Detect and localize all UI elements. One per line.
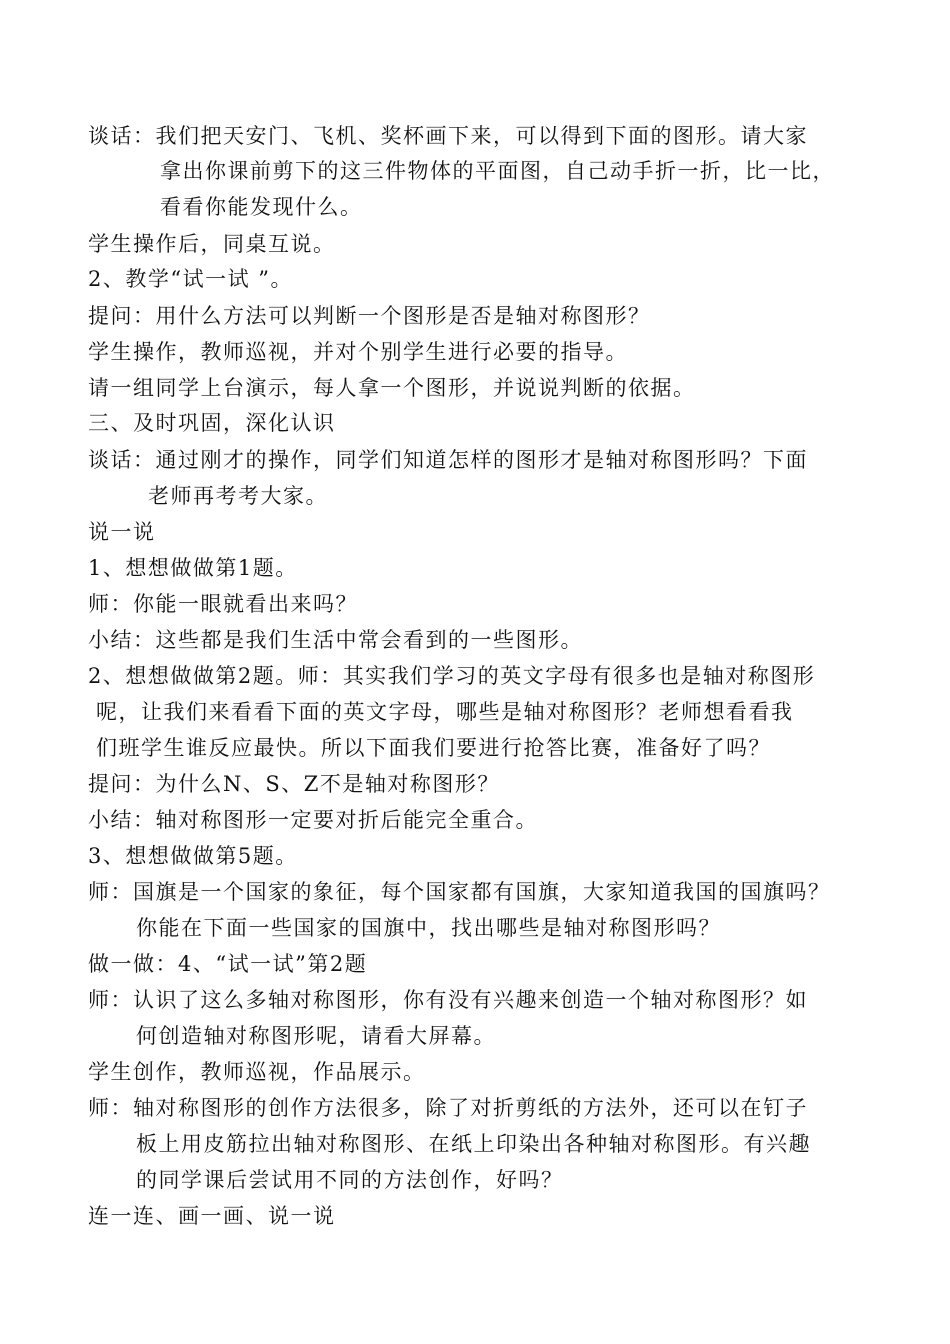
- text-line: 3、想想做做第5题。: [88, 844, 298, 868]
- text-line: 谈话：我们把天安门、飞机、奖杯画下来，可以得到下面的图形。请大家: [88, 124, 808, 148]
- text-line: 小结：轴对称图形一定要对折后能完全重合。: [88, 808, 538, 832]
- text-line: 们班学生谁反应最快。所以下面我们要进行抢答比赛，准备好了吗？: [96, 736, 771, 760]
- text-line: 1、想想做做第1题。: [88, 556, 298, 580]
- text-line: 提问：用什么方法可以判断一个图形是否是轴对称图形？: [88, 304, 651, 328]
- text-line: 师：国旗是一个国家的象征，每个国家都有国旗，大家知道我国的国旗吗？: [88, 880, 831, 904]
- section-heading: 三、及时巩固，深化认识: [88, 411, 336, 435]
- text-line: 小结：这些都是我们生活中常会看到的一些图形。: [88, 628, 583, 652]
- text-line: 学生操作后，同桌互说。: [88, 232, 336, 256]
- text-line: 师：你能一眼就看出来吗？: [88, 592, 358, 616]
- text-line: 学生操作，教师巡视，并对个别学生进行必要的指导。: [88, 340, 628, 364]
- text-line: 何创造轴对称图形呢，请看大屏幕。: [136, 1024, 496, 1048]
- text-line: 老师再考考大家。: [148, 484, 328, 508]
- text-line: 师：轴对称图形的创作方法很多，除了对折剪纸的方法外，还可以在钉子: [88, 1096, 808, 1120]
- text-line: 做一做：4、“试一试”第2题: [88, 952, 368, 976]
- text-line: 学生创作，教师巡视，作品展示。: [88, 1060, 426, 1084]
- text-line: 的同学课后尝试用不同的方法创作，好吗？: [136, 1168, 564, 1192]
- text-line: 你能在下面一些国家的国旗中，找出哪些是轴对称图形吗？: [136, 916, 721, 940]
- section-heading: 连一连、画一画、说一说: [88, 1204, 336, 1228]
- text-line: 板上用皮筋拉出轴对称图形、在纸上印染出各种轴对称图形。有兴趣: [136, 1132, 811, 1156]
- text-line: 提问：为什么N、S、Z不是轴对称图形？: [88, 772, 500, 796]
- section-heading: 2、教学“试一试 ”。: [88, 267, 294, 291]
- text-line: 谈话：通过刚才的操作，同学们知道怎样的图形才是轴对称图形吗？下面: [88, 448, 808, 472]
- text-line: 拿出你课前剪下的这三件物体的平面图，自己动手折一折，比一比，: [160, 159, 835, 183]
- text-line: 呢，让我们来看看下面的英文字母，哪些是轴对称图形？老师想看看我: [96, 700, 794, 724]
- text-line: 2、想想做做第2题。师：其实我们学习的英文字母有很多也是轴对称图形: [88, 664, 816, 688]
- text-line: 师：认识了这么多轴对称图形，你有没有兴趣来创造一个轴对称图形？如: [88, 988, 808, 1012]
- section-heading: 说一说: [88, 520, 156, 544]
- text-line: 看看你能发现什么。: [160, 195, 363, 219]
- text-line: 请一组同学上台演示，每人拿一个图形，并说说判断的依据。: [88, 376, 696, 400]
